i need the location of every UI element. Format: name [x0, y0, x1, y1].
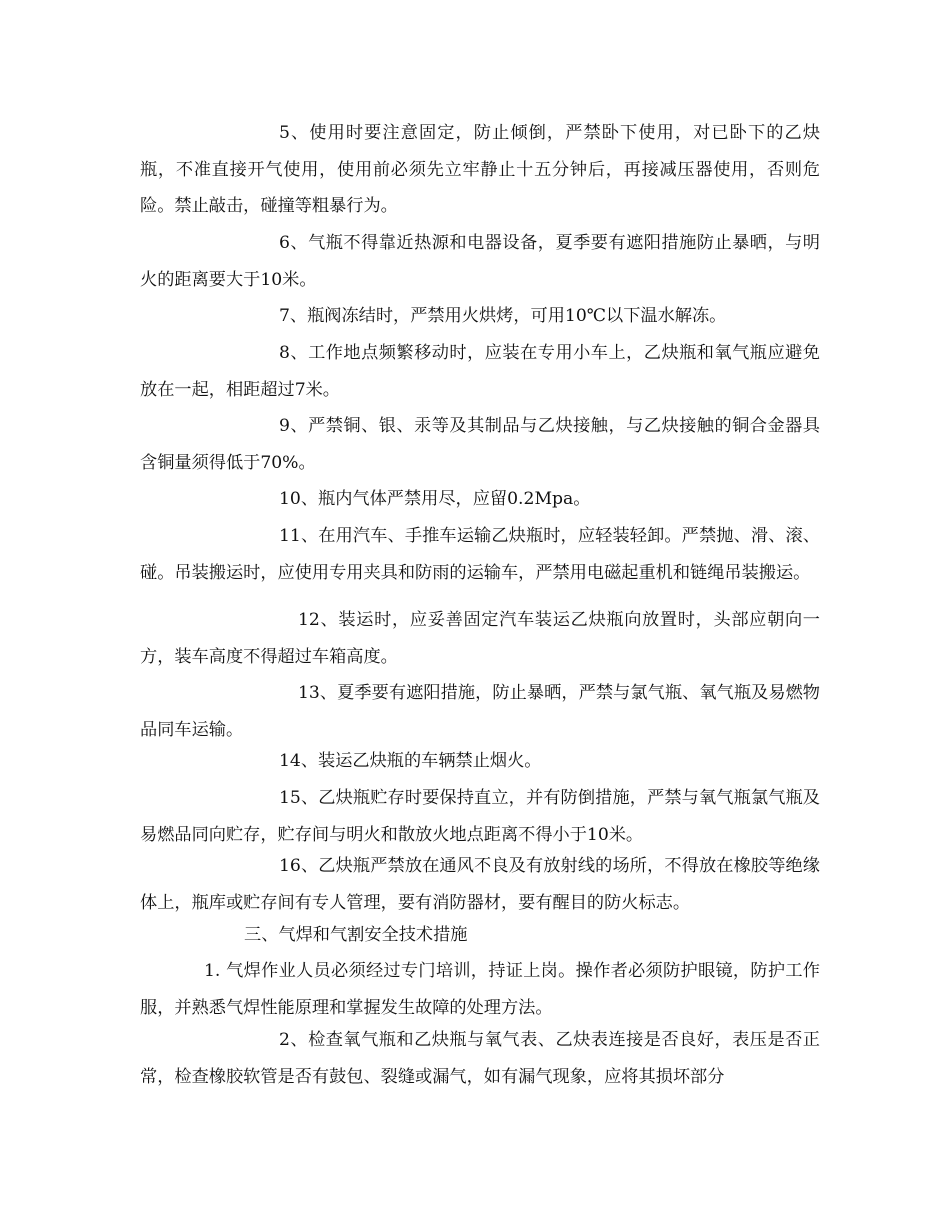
paragraph-item-12: 12、装运时，应妥善固定汽车装运乙炔瓶向放置时，头部应朝向一方，装车高度不得超过车箱高度。: [140, 610, 820, 667]
paragraph-item-11: 11、在用汽车、手推车运输乙炔瓶时，应轻装轻卸。严禁抛、滑、滚、碰。吊装搬运时，应使用专用夹具和防雨的运输车，严禁用电磁起重机和链绳吊装搬运。: [140, 526, 820, 583]
paragraph-item-7: 7、瓶阀冻结时，严禁用火烘烤，可用10℃以下温水解冻。: [279, 306, 727, 326]
paragraph-item-6: 6、气瓶不得靠近热源和电器设备，夏季要有遮阳措施防止暴晒，与明火的距离要大于10米。: [140, 233, 820, 290]
paragraph-item-8: 8、工作地点频繁移动时，应装在专用小车上，乙炔瓶和氧气瓶应避免放在一起，相距超过7米。: [140, 343, 820, 400]
paragraph-item-14: 14、装运乙炔瓶的车辆禁止烟火。: [279, 751, 542, 771]
paragraph-item-15: 15、乙炔瓶贮存时要保持直立，并有防倒措施，严禁与氧气瓶氯气瓶及易燃品同向贮存，贮存间与明火和散放火地点距离不得小于10米。: [140, 788, 820, 845]
section-heading: 三、气焊和气割安全技术措施: [244, 925, 468, 945]
paragraph-item-1: 1. 气焊作业人员必须经过专门培训，持证上岗。操作者必须防护眼镜，防护工作服，并熟悉气焊性能原理和掌握发生故障的处理方法。: [140, 961, 820, 1018]
paragraph-item-10: 10、瓶内气体严禁用尽，应留0.2Mpa。: [279, 489, 591, 509]
paragraph-item-2: 2、检查氧气瓶和乙炔瓶与氧气表、乙炔表连接是否良好，表压是否正常，检查橡胶软管是否有鼓包、裂缝或漏气，如有漏气现象，应将其损坏部分: [140, 1030, 820, 1087]
paragraph-item-16: 16、乙炔瓶严禁放在通风不良及有放射线的场所，不得放在橡胶等绝缘体上，瓶库或贮存间有专人管理，要有消防器材，要有醒目的防火标志。: [140, 856, 820, 913]
paragraph-item-13: 13、夏季要有遮阳措施，防止暴晒，严禁与氯气瓶、氧气瓶及易燃物品同车运输。: [140, 683, 820, 740]
paragraph-item-5: 5、使用时要注意固定，防止倾倒，严禁卧下使用，对已卧下的乙炔瓶，不准直接开气使用，使用前必须先立牢静止十五分钟后，再接减压器使用，否则危险。禁止敲击，碰撞等粗暴行为。: [140, 123, 820, 216]
paragraph-item-9: 9、严禁铜、银、汞等及其制品与乙炔接触，与乙炔接触的铜合金器具含铜量须得低于70%。: [140, 416, 820, 473]
